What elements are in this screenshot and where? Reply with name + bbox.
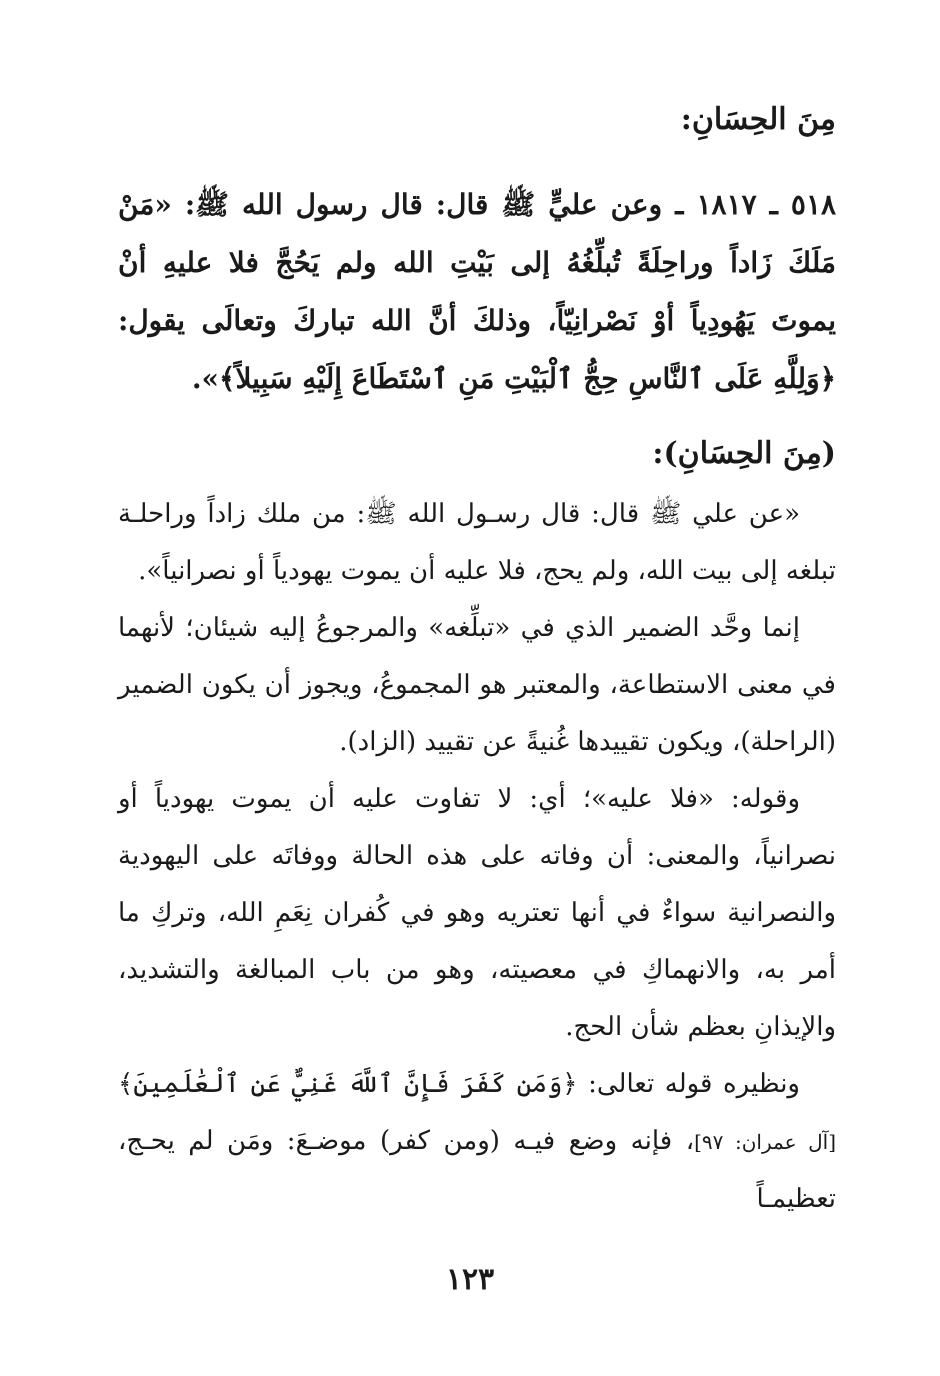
commentary-paragraph-1: «عن علي ﷺ قال: قال رسـول الله ﷺ: من ملك زاداً وراحلـة تبلغه إلى بيت الله، ولم يحج، فلا عليه أن يموت يهودياً أو نصرانياً». <box>118 499 836 586</box>
commentary-paragraph-4 <box>118 1056 836 1228</box>
page-number: ١٢٣ <box>445 1262 495 1297</box>
page-body <box>118 88 836 1338</box>
hadith-paragraph <box>118 176 836 408</box>
commentary-heading-hisan: (مِنَ الحِسَانِ): <box>652 436 836 471</box>
surah-reference: [آل عمران: ٩٧] <box>694 1130 836 1154</box>
quran-verse: ﴿وَمَن كَفَرَ فَإِنَّ ٱللَّهَ غَنِيٌّ عَنِ ٱلْعَٰلَمِينَ﴾ <box>118 1069 578 1099</box>
paragraph-4-start: ونظيره قوله تعالى: <box>577 1069 800 1099</box>
hadith-text: وعن عليٍّ ﷺ قال: قال رسول الله ﷺ: «مَنْ مَلَكَ زَاداً وراحِلَةً تُبلِّغُهُ إلى بَيْتِ الله ولم يَحُجَّ فلا عليهِ أنْ يموتَ يَهُودِياً أوْ نَصْرانِيّاً، وذلكَ أنَّ الله تباركَ وتعالَى يقول: ﴿وَلِلَّهِ عَلَى ٱلنَّاسِ حِجُّ ٱلْبَيْتِ مَنِ ٱسْتَطَاعَ إِلَيْهِ سَبِيلاً﴾». <box>118 188 836 395</box>
paragraph-4-end: ، فإنه وضع فيـه (ومن كفر) موضـعَ: ومَن لم يحـج، تعظيمـاً <box>118 1126 836 1214</box>
commentary-paragraph-2: إنما وحَّد الضمير الذي في «تبلِّغه» والمرجوعُ إليه شيئان؛ لأنهما في معنى الاستطاعة، والمعتبر هو المجموعُ، ويجوز أن يكون الضمير (الراحلة)، ويكون تقييدها غُنيةً عن تقييد (الزاد). <box>118 613 836 757</box>
commentary-paragraph-3: وقوله: «فلا عليه»؛ أي: لا تفاوت عليه أن يموت يهودياً أو نصرانياً، والمعنى: أن وفاته على هذه الحالة ووفاتَه على اليهودية والنصرانية سواءٌ في أنها تعتريه وهو في كُفران نِعَمِ الله، وتركِ ما أمر به، والانهماكِ في معصيته، وهو من باب المبالغة والتشديد، والإيذانِ بعظم شأن الحج. <box>118 784 836 1042</box>
section-heading-hisan: مِنَ الحِسَانِ: <box>680 102 836 137</box>
hadith-number: ٥١٨ ـ ١٨١٧ ـ <box>675 188 837 221</box>
